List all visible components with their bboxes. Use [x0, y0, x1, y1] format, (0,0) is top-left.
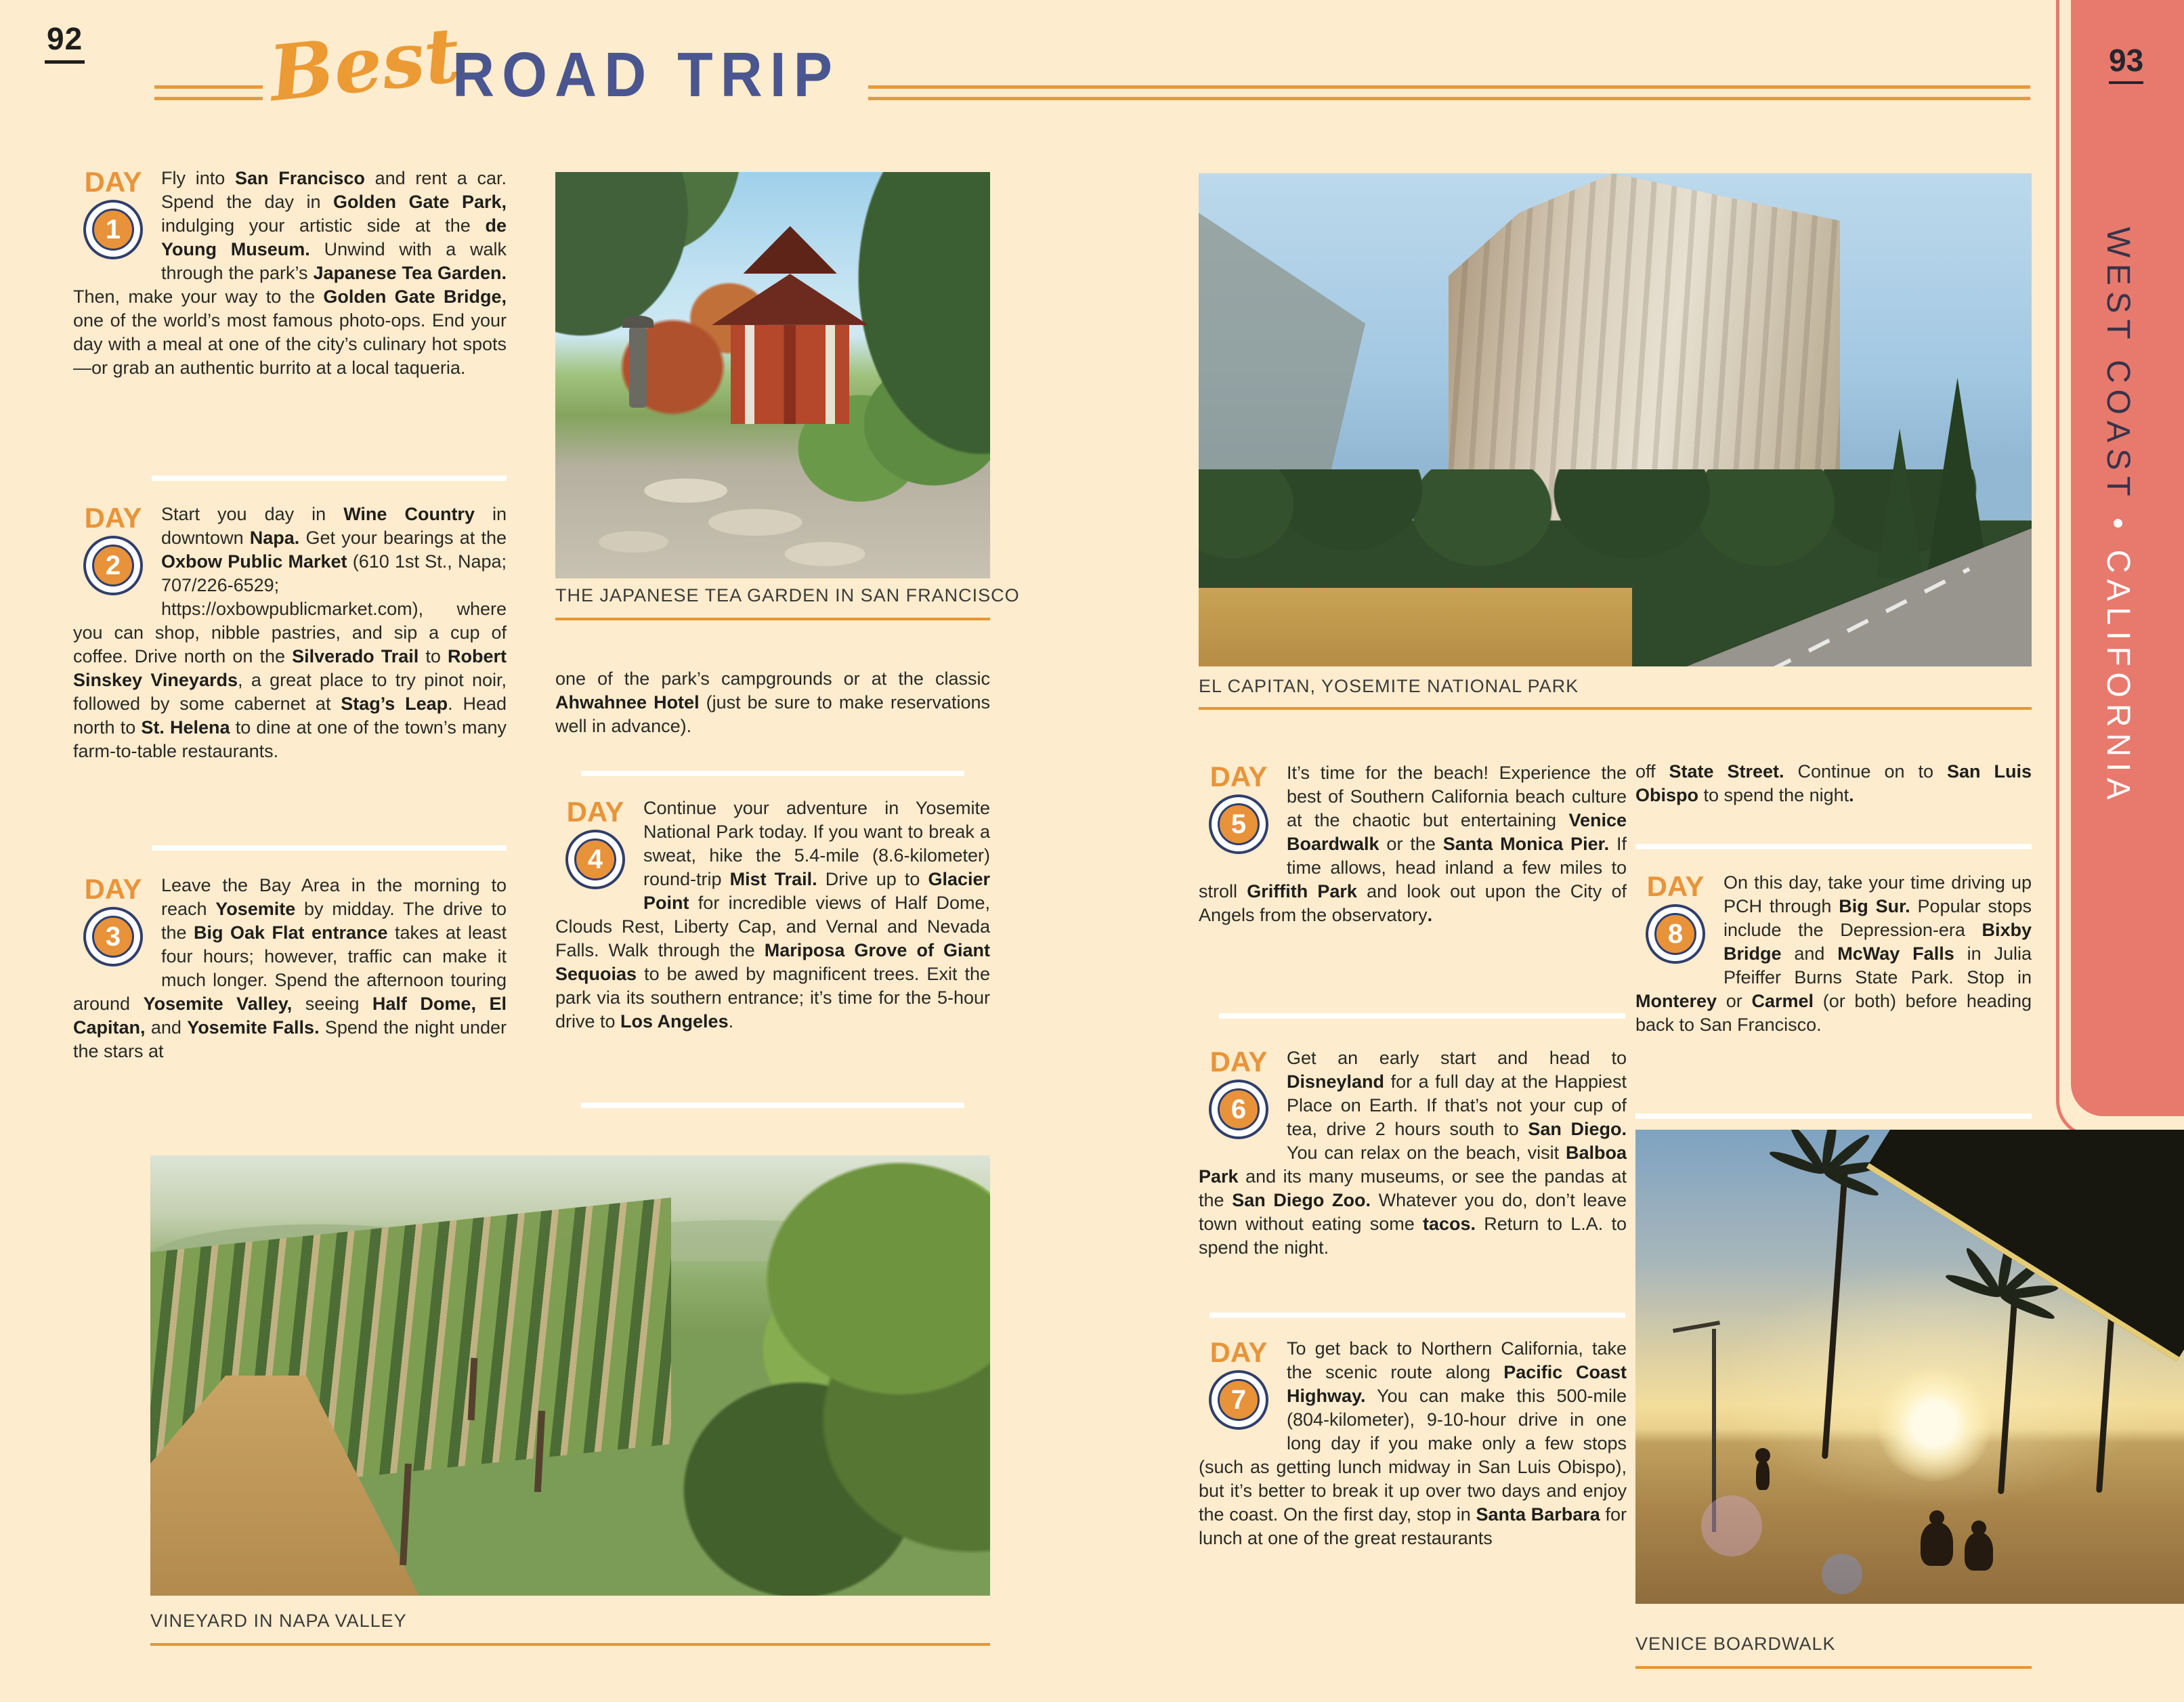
photo-el-capitan [1199, 173, 2032, 666]
day-5-text: It’s time for the beach! Experience the best of Southern California beach culture at the chaotic but entertaining Venice Boardwalk or the Santa Monica Pier. If time allows, head inland a few miles to stroll Griffith Park and look out upon the City of Angels from the observatory. [1199, 763, 1627, 925]
person-silhouette [1756, 1460, 1770, 1490]
day-3-marker [73, 875, 153, 975]
day-3-number-badge: 3 [92, 916, 134, 958]
header-rule-left [154, 85, 263, 100]
continuation-text: one of the park’s campgrounds or at the classic Ahwahnee Hotel (just be sure to make reservations well in advance). [555, 668, 990, 736]
day-8-number-badge: 8 [1654, 913, 1696, 955]
header-rule-right [868, 85, 2030, 100]
day-label: DAY [84, 873, 142, 905]
meadow-shape [1199, 588, 1632, 666]
foreground-vines-shape [536, 1155, 990, 1596]
section-divider [581, 771, 964, 776]
pagoda-gate-shape [712, 253, 868, 424]
caption-rule [150, 1643, 990, 1646]
section-divider [152, 475, 507, 481]
day-label: DAY [1209, 1046, 1268, 1078]
stepping-stones-shape [555, 456, 990, 578]
day-2-section [73, 503, 507, 763]
caption-rule [555, 618, 990, 620]
day-6-text: Get an early start and head to Disneyland for a full day at the Happiest Place on Earth. If that’s not your cup of tea, drive 2 hours south to San Diego. You can relax on the beach, visit Balboa Park and its many museums, or see the pandas at the San Diego Zoo. Whatever you do, don’t leave town without eating some tacos. Return to L.A. to spend the night. [1199, 1048, 1627, 1258]
pagoda-body-shape [731, 325, 850, 424]
photo-caption: THE JAPANESE TEA GARDEN IN SAN FRANCISCO [555, 585, 1020, 605]
stone-lantern-shape [629, 326, 647, 408]
day-7-marker [1199, 1338, 1279, 1439]
day-4-marker [555, 798, 635, 898]
section-divider [581, 1103, 964, 1108]
day-6-section [1199, 1046, 1627, 1260]
day-2-marker [73, 504, 153, 604]
photo-caption: VENICE BOARDWALK [1635, 1634, 1836, 1654]
day-4-text: Continue your adventure in Yosemite National Park today. If you want to break a sweat, hike the 5.4-mile (8.6-kilometer) round-trip Mist Trail. Drive up to Glacier Point for incredible views of Half Dome, Clouds Rest, Liberty Cap, and Vernal and Nevada Falls. Walk through the Mariposa Grove of Giant Sequoias to be awed by magnificent trees. Exit the park via its southern entrance; it’s time for the 5-hour drive to Los Angeles. [555, 798, 990, 1031]
photo-caption: VINEYARD IN NAPA VALLEY [150, 1611, 407, 1631]
page-number-right: 93 [2109, 42, 2143, 84]
chapter-tab [2071, 0, 2184, 1116]
day-label: DAY [1209, 761, 1268, 792]
day-5-number-badge: 5 [1218, 803, 1260, 845]
photo-venice-boardwalk [1635, 1130, 2184, 1604]
photo-napa-vineyard [150, 1155, 990, 1596]
day-6-marker [1199, 1048, 1279, 1148]
day-3-continuation-text [555, 667, 990, 738]
section-divider [1635, 1113, 2032, 1119]
tab-region-label: WEST COAST [2100, 227, 2136, 503]
sun-shape [1877, 1367, 1992, 1482]
page-title: ROAD TRIP [452, 40, 840, 110]
day-3-section [73, 874, 507, 1063]
day-5-marker [1199, 763, 1279, 863]
day-1-text: Fly into San Francisco and rent a car. Spend the day in Golden Gate Park, indulging your artistic side at the de Young Museum. Unwind with a walk through the park’s Japanese Tea Garden. Then, make your way to the Golden Gate Bridge, one of the world’s most famous photo-ops. End your day with a meal at one of the city’s culinary hot spots—or grab an authentic burrito at a local taqueria. [73, 168, 507, 378]
day-label: DAY [84, 166, 142, 198]
day-label: DAY [84, 502, 142, 534]
person-silhouette [1965, 1533, 1993, 1571]
lens-flare-shape [1701, 1495, 1762, 1556]
day-7-number-badge: 7 [1218, 1379, 1260, 1421]
day-8-text: On this day, take your time driving up PCH through Big Sur. Popular stops include the Depression-era Bixby Bridge and McWay Falls in Julia Pfeiffer Burns State Park. Stop in Monterey or Carmel (or both) before heading back to San Francisco. [1635, 872, 2032, 1035]
person-silhouette [1921, 1523, 1953, 1566]
day-2-number-badge: 2 [92, 545, 134, 587]
day-label: DAY [1209, 1336, 1268, 1368]
vine-post-shape [400, 1464, 412, 1565]
title-script-word: Best [265, 10, 464, 119]
day-7-continuation-text [1635, 760, 2032, 807]
caption-rule [1635, 1666, 2032, 1669]
continuation-text: off State Street. Continue on to San Luis Obispo to spend the night. [1635, 761, 2032, 805]
day-label: DAY [1646, 870, 1705, 902]
day-1-marker [73, 168, 153, 268]
section-divider [1635, 844, 2032, 849]
day-3-text: Leave the Bay Area in the morning to reach Yosemite by midday. The drive to the Big Oak Flat entrance takes at least four hours; however, traffic can make it much longer. Spend the afternoon touring around Yosemite Valley, seeing Half Dome, El Capitan, and Yosemite Falls. Spend the night under the stars at [73, 875, 507, 1061]
day-8-section [1635, 871, 2032, 1037]
day-5-section [1199, 761, 1627, 927]
day-2-text: Start you day in Wine Country in downtown Napa. Get your bearings at the Oxbow Public Market (610 1st St., Napa; 707/226-6529; https://oxbowpublicmarket.com), where you can shop, nibble pastries, and sip a cup of coffee. Drive north on the Silverado Trail to Robert Sinskey Vineyards, a great place to try pinot noir, followed by some cabernet at Stag’s Leap. Head north to St. Helena to dine at one of the town’s many farm-to-table restaurants. [73, 504, 507, 761]
day-8-marker [1635, 872, 1715, 973]
photo-japanese-tea-garden [555, 172, 990, 578]
chapter-tab-label [2099, 227, 2137, 806]
photo-caption: EL CAPITAN, YOSEMITE NATIONAL PARK [1199, 676, 1579, 696]
section-divider [1209, 1313, 1625, 1318]
day-6-number-badge: 6 [1218, 1088, 1260, 1130]
section-divider [1219, 1013, 1625, 1019]
day-7-text: To get back to Northern California, take the scenic route along Pacific Coast Highway. You can make this 500-mile (804-kilometer), 9-10-hour drive in one long day if you make only a few stops (such as getting lunch midway in San Luis Obispo), but it’s better to break it up over two days and enjoy the coast. On the first day, stop in Santa Barbara for lunch at one of the great restaurants [1199, 1338, 1627, 1548]
page-number-left: 92 [45, 20, 85, 64]
tab-state-label: CALIFORNIA [2100, 549, 2136, 806]
day-1-number-badge: 1 [92, 209, 134, 251]
section-divider [152, 845, 507, 851]
day-4-section [555, 796, 990, 1034]
day-1-section [73, 167, 507, 380]
day-7-section [1199, 1337, 1627, 1550]
pagoda-lower-roof-shape [712, 274, 868, 325]
caption-rule [1199, 707, 2032, 710]
day-4-number-badge: 4 [574, 838, 616, 880]
lens-flare-shape [1822, 1554, 1862, 1594]
tab-separator-dot: ● [2107, 511, 2129, 540]
day-label: DAY [566, 796, 624, 828]
